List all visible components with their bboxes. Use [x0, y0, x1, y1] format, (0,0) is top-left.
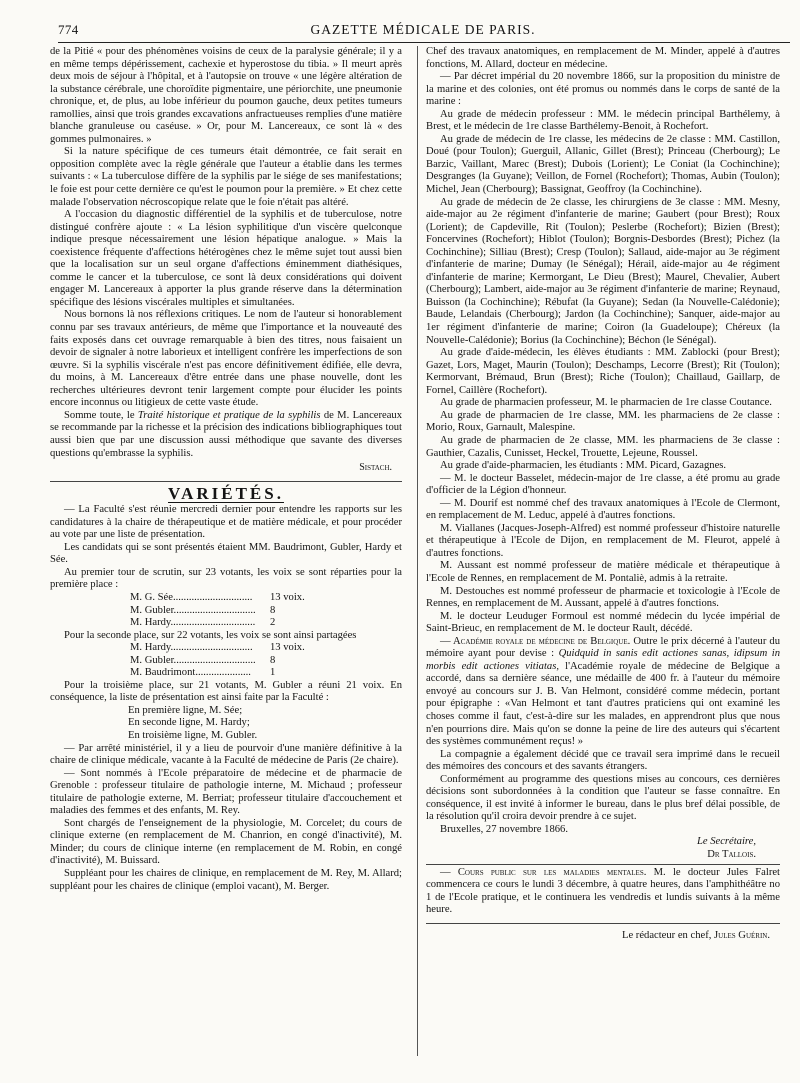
editor-name: Jules Guérin. — [714, 929, 770, 941]
review-paragraph: de la Pitié « pour des phénomènes voisins de ceux de la paralysie générale; il y a en même temps dépérissement, cachexie et hyperostose du tibia. » Il meurt après deux mois de séjour à l'hôpital, et à l'autopsie on trouve « une légère altération de la substance cérébrale, une choroïdite pigmentaire, une périorchite, une pneumonie chronique, et, de plus, au lobe inférieur du poumon gauche, deux petites tumeurs ramollies, ainsi que trois grandes excavations anfractueuses remplies d'une matière blanche granuleuse ou caséuse. » Or, pour M. Lancereaux, ce sont là « des gommes pulmonaires. » — [50, 46, 402, 145]
appointment-paragraph: Au grade d'aide-médecin, les élèves étudiants : MM. Zablocki (pour Brest); Gazet, Lors, Maget, Maurin (Toulon); Deschamps, Lecorre (Brest); Rit (Toulon); Kermorvant, Brémaud, Brun (Brest); Riche (Toulon); Chaillaud, Gaillarp, de Fornel, Caillère (Rochefort). — [426, 347, 780, 396]
arrete-paragraph: — Par arrêté ministériel, il y a lieu de pourvoir d'une manière définitive à la chaire de clinique médicale, vacante à la Faculté de médecine de Paris (2e chaire). — [50, 742, 402, 767]
ranking-line: En première ligne, M. Sée; — [128, 704, 243, 716]
review-paragraph: A l'occasion du diagnostic différentiel de la syphilis et de tuberculose, notre distingué confrère ajoute : « La lésion syphilitique d'un viscère quelconque indique presque nécessairement une lésion hépatique analogue. » Mais la coexistence fréquente d'affections hétérogènes chez le même sujet tout aussi bien que la localisation sur un seul organe d'affections éminemment diathésiques, comme le cancer et la tuberculose, ce sont là deux considérations qui doivent engager M. Lancereaux à apporter la plus grande réserve dans la détermination spécifique des lésions viscérales multiples et simultanées. — [50, 209, 402, 308]
final-rule — [426, 923, 780, 924]
section-separator — [426, 864, 780, 865]
vote-count: 2 — [270, 617, 276, 629]
review-signature: Sistach. — [359, 462, 392, 474]
book-title: Traité historique et pratique de la syphilis — [137, 409, 321, 421]
vote-name: M. Baudrimont..................... — [130, 667, 251, 679]
appointment-paragraph: — Par décret impérial du 20 novembre 1866, sur la proposition du ministre de la marine et des colonies, ont été promus ou nommés dans le corps de santé de la marine : — [426, 71, 780, 108]
appointments-list — [426, 46, 780, 636]
vote-name: M. Gubler............................... — [130, 604, 256, 616]
appointment-paragraph: Au grade d'aide-pharmacien, les étudiants : MM. Picard, Gazagnes. — [440, 460, 727, 472]
appointment-paragraph: Au grade de pharmacien professeur, M. le pharmacien de 1re classe Coutance. — [440, 397, 772, 409]
academie-paragraph — [426, 636, 780, 749]
appointment-paragraph: M. Aussant est nommé professeur de matière médicale et thérapeutique à l'Ecole de Rennes, en remplacement de M. Pontaliè, admis à la retraite. — [426, 560, 780, 584]
right-column — [426, 46, 780, 942]
vote-count: 1 — [270, 667, 276, 679]
vote-name: M. Hardy............................... — [130, 642, 253, 654]
secretary-title: Le Secrétaire, — [696, 836, 756, 848]
compagnie-paragraph: La compagnie a également décidé que ce travail sera imprimé dans le recueil des mémoires des concours et des savants étrangers. — [426, 748, 780, 773]
vote-count: 13 voix. — [270, 642, 305, 654]
second-round-intro: Pour la seconde place, sur 22 votants, les voix se sont ainsi partagées — [64, 629, 357, 641]
appointment-paragraph: — M. le docteur Basselet, médecin-major de 1re classe, a été promu au grade d'officier de la Légion d'honneur. — [426, 472, 780, 497]
conformement-paragraph: Conformément au programme des questions mises au concours, ces dernières décisions sont subordonnées à la condition que l'auteur se fasse connaître. En conséquence, il est invité à informer le bureau, dans le plus bref délai possible, de la résolution qu'il croira devoir prendre à ce sujet. — [426, 773, 780, 823]
grenoble-paragraph: — Sont nommés à l'Ecole préparatoire de médecine et de pharmacie de Grenoble : professeur titulaire de pathologie interne, M. Michaud ; professeur titulaire de pathologie externe, M. Berriat; professeur titulaire d'accouchement et maladies des femmes et des enfants, M. Rey. — [50, 767, 402, 817]
varietes-heading: VARIÉTÉS. — [168, 483, 284, 503]
editor-label: Le rédacteur en chef, — [621, 929, 715, 941]
vote-count: 13 voix. — [270, 591, 305, 603]
vote-name: M. Gubler............................... — [130, 654, 256, 666]
appointment-paragraph: Au grade de médecin de 2e classe, les chirurgiens de 3e classe : MM. Mesny, aide-major au 2e régiment d'infanterie de marine; Gaubert (pour Brest); Roux (Lorient); de Capdeville, Rit (Toulon); Peslerbe (Rochefort); Bizien (Brest); Foncervines (Rochefort); Hiblot (Toulon); Borgnis-Desbordes (Brest); Pichez (la Cochinchine); Silliau (Brest); Cresp (Toulon); Sallaud, aide-major au 3e régiment d'infanterie de marine; Dumay (le Sénégal); Hérail, aide-major au 4e régiment d'infanterie de marine; Kermorgant, Le Dieu (Brest); Maurel, Chevalier, Aubert (Cherbourg); Lambert, aide-major au 3e régiment d'infanterie de marine; Reynaud, Buisson (la Cochinchine); Rébufat (la Guyane); Sedan (la Nouvelle-Calédonie); Baude, Lelandais (Cherbourg); Jardon (la Cochinchine); Sanquer, aide-major au 1er régiment d'infanterie de marine; Coiron (la Guadeloupe); Chéreux (la Nouvelle-Calédonie); Borius (la Cochinchine); Béchon (le Sénégal). — [426, 196, 780, 346]
section-separator — [50, 481, 402, 482]
vote-row — [130, 605, 330, 618]
vote-count: 8 — [270, 654, 276, 666]
vote-row — [130, 642, 330, 655]
academie-motto: Quidquid in sanis edit actiones sanas, idipsum in morbis edit actiones vitiatas, — [426, 648, 780, 672]
column-divider — [417, 46, 418, 1056]
page-header — [58, 20, 788, 40]
vote-row — [130, 655, 330, 668]
cours-text: M. le docteur Jules Falret commencera ce cours le lundi 3 décembre, à quatre heures, dans l'amphithéâtre no 1 de l'Ecole pratique, et le continuera les vendredis et lundis suivants à la même heure. — [426, 866, 780, 916]
page-number: 774 — [58, 22, 79, 37]
appointment-paragraph: M. Destouches est nommé professeur de pharmacie et toxicologie à l'Ecole de Rennes, en remplacement de M. Aussant, appelé à d'autres fonctions. — [426, 585, 780, 610]
academie-heading: — Académie royale de médecine de Belgique. — [440, 635, 631, 647]
closing-text: Somme toute, le — [64, 409, 138, 421]
appointment-paragraph: M. Viallanes (Jacques-Joseph-Alfred) est nommé professeur d'histoire naturelle et thérapeutique à l'Ecole de Dijon, en remplacement de M. Fleurot, appelé à d'autres fonctions. — [426, 522, 780, 559]
vote-row — [130, 667, 330, 680]
appointment-paragraph: Au grade de médecin de 1re classe, les médecins de 2e classe : MM. Castillon, Doué (pour Toulon); Guerguil, Allanic, Gillet (Brest); Princeau (Cherbourg); Le Barzic, Vaillant, Marec (Brest); Dubois (Lorient); Le Coniat (la Cochinchine); Desgranges (la Guyane); Veillon, de Fornel (Rochefort); Thomas, Aubin (Toulon); Michel, Jean (Cherbourg); Bassignat, Geoffroy (la Cochinchine). — [426, 133, 780, 196]
vote-row — [130, 617, 330, 630]
enseignement-paragraph: Sont chargés de l'enseignement de la physiologie, M. Corcelet; du cours de clinique externe (en remplacement de M. Chanrion, en congé d'inactivité), M. Minder; du cours de clinique interne (en remplacement de M. Robin, en congé d'inactivité), M. Buissard. — [50, 817, 402, 867]
academie-text: Outre le prix décerné à l'auteur du mémoire ayant pour devise : — [426, 635, 780, 660]
appointment-paragraph: — M. Dourif est nommé chef des travaux anatomiques à l'Ecole de Clermont, en remplacement de M. Leduc, appelé à d'autres fonctions. — [426, 497, 780, 522]
vote-row — [130, 592, 330, 605]
review-paragraph: Si la nature spécifique de ces tumeurs était démontrée, ce fait serait en opposition complète avec la règle générale que l'auteur a établie dans les termes suivants : « La tuberculose diffère de la syphilis par le siége de ses manifestations; le foie est pour cette dernière ce qu'est le poumon pour la première. » Et chez cette malade l'observation nécroscopique relate que le foie n'était pas altéré. — [50, 146, 402, 208]
review-paragraph: Nous bornons là nos réflexions critiques. Le nom de l'auteur si honorablement connu par ses travaux antérieurs, de même que l'importance et la nouveauté des faits exposés dans cet ouvrage remarquable à bien des titres, nous faisaient un devoir de signaler à notre laborieux et intelligent confrère les imperfections de son œuvre. Si la syphilis viscérale n'est pas encore définitivement édifiée, elle devra, du moins, à M. Lancereaux d'être entrée dans une phase nouvelle, dont les recherches ultérieures devront tenir largement compte pour élucider les points encore inconnus ou litigieux de cette vaste étude. — [50, 309, 402, 409]
candidates-paragraph: Les candidats qui se sont présentés étaient MM. Baudrimont, Gubler, Hardy et Sée. — [50, 541, 402, 566]
appointment-paragraph: Au grade de médecin professeur : MM. le médecin principal Barthélemy, à Brest, et le médecin de 1re classe Barthélemy-Benoit, à Rochefort. — [426, 108, 780, 133]
running-title: GAZETTE MÉDICALE DE PARIS. — [310, 22, 536, 37]
appointment-paragraph: M. le docteur Leuduger Formoul est nommé médecin du lycée impérial de Saint-Brieuc, en remplacement de M. le docteur Rault, décédé. — [426, 610, 780, 635]
vote-name: M. G. Sée.............................. — [130, 591, 253, 603]
ranking-line: En seconde ligne, M. Hardy; — [128, 717, 250, 729]
appointment-paragraph: Au grade de pharmacien de 2e classe, MM. les pharmaciens de 3e classe : Gauthier, Cazalis, Cunisset, Heckel, Trouette, Lejeune, Roussel. — [426, 434, 780, 459]
academie-text: l'Académie royale de médecine de Belgique a accordé, dans sa dernière séance, une médaille de 400 fr. à l'auteur du mémoire envoyé au concours sur J. B. Van Helmont, considéré comme médecin, portant pour épigraphe : «Van Helmont et tant d'autres praticiens qui ont examiné les choses comme il faut, c'est-à-dire sur les malades, en apprendront plus que nous n'en pourrions dire. Mais qu'on se donne la peine de lire des auteurs qui s'écartent des systèmes communément reçus! » — [426, 660, 780, 748]
cours-heading: — Cours public sur les maladies mentales. — [440, 866, 647, 878]
review-closing-paragraph — [50, 410, 402, 460]
third-round-paragraph: Pour la troisième place, sur 21 votants, M. Gubler a réuni 21 voix. En conséquence, la liste de présentation est ainsi faite par la Faculté : — [50, 679, 402, 704]
first-round-intro: Au premier tour de scrutin, sur 23 votants, les voix se sont réparties pour la première place : — [50, 566, 402, 591]
ranking-line: En troisième ligne, M. Gubler. — [128, 729, 258, 741]
header-rule — [58, 42, 790, 43]
secretary-name: Dr Tallois. — [707, 849, 756, 860]
appointment-paragraph: Au grade de pharmacien de 1re classe, MM. les pharmaciens de 2e classe : Morio, Roux, Garnault, Malespine. — [426, 409, 780, 434]
dateline: Bruxelles, 27 novembre 1866. — [440, 823, 568, 835]
cours-paragraph — [426, 867, 780, 917]
suppleant-paragraph: Suppléant pour les chaires de clinique, en remplacement de M. Rey, M. Allard; suppléant pour les chaires de clinique (emploi vacant), M. Berger. — [50, 868, 402, 892]
editor-line — [426, 930, 770, 943]
appointment-paragraph: Chef des travaux anatomiques, en remplacement de M. Minder, appelé à d'autres fonctions, M. Allard, docteur en médecine. — [426, 46, 780, 70]
faculte-paragraph: — La Faculté s'est réunie mercredi dernier pour entendre les rapports sur les candidatures à la chaire de thérapeutique et de matière médicale, et pour procéder au vote par une liste de présentation. — [50, 504, 402, 541]
vote-name: M. Hardy................................ — [130, 617, 256, 629]
closing-text: de M. Lancereaux se recommande par la richesse et la précision des indications bibliographiques tout aussi bien que par une discussion aussi méthodique que savante des diverses questions qu'embrasse la syphilis. — [50, 409, 402, 459]
vote-count: 8 — [270, 604, 276, 616]
left-column — [50, 46, 402, 893]
